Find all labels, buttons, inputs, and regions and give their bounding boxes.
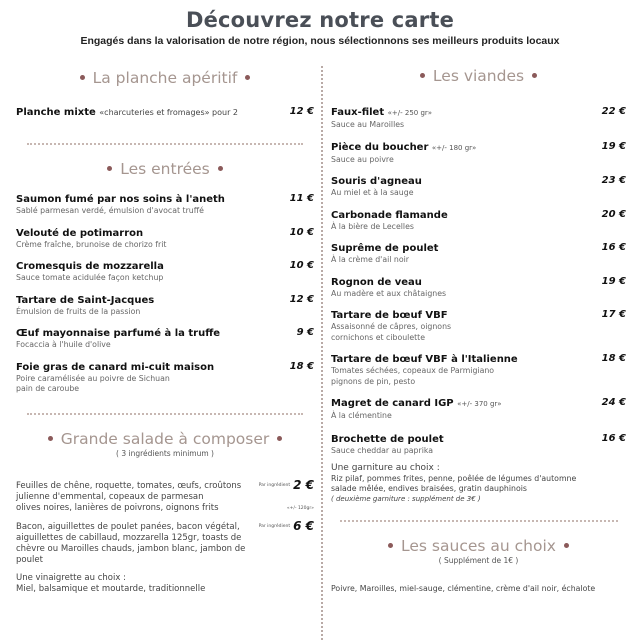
item-name: Saumon fumé par nos soins à l'aneth xyxy=(16,194,225,205)
salad-weight: «+/- 120gr» xyxy=(286,505,314,511)
bullet-icon xyxy=(532,73,537,78)
salad-price: Par ingrédient 6 € xyxy=(258,518,314,533)
item-description: Tomates séchées, copeaux de Parmigiano xyxy=(331,366,495,375)
item-name: Tartare de bœuf VBF à l'Italienne xyxy=(331,354,518,365)
section-title-viandes: Les viandes xyxy=(331,66,626,86)
vinaigrette-label: Une vinaigrette au choix : xyxy=(16,572,126,583)
page-subtitle: Engagés dans la valorisation de notre région, nous sélectionnons ses meilleurs produits locaux xyxy=(80,35,560,47)
menu-item xyxy=(331,141,626,166)
menu-item-planche-mixte xyxy=(16,106,314,119)
menu-item xyxy=(331,175,626,199)
menu-item xyxy=(16,361,314,395)
item-description: Émulsion de fruits de la passion xyxy=(16,306,141,316)
item-description: Au madère et aux châtaignes xyxy=(331,288,447,298)
item-description: Sauce cheddar au paprika xyxy=(331,445,434,455)
menu-item xyxy=(331,106,626,131)
item-price: 18 € xyxy=(601,353,626,364)
item-price: 9 € xyxy=(296,327,314,338)
item-description: Assaisonné de câpres, oignons xyxy=(331,322,452,331)
left-column xyxy=(16,64,314,595)
item-name: Magret de canard IGP xyxy=(331,398,454,409)
right-column xyxy=(331,64,626,594)
section-title-sauces: Les sauces au choix xyxy=(331,536,626,556)
item-price: 22 € xyxy=(601,106,626,117)
item-name: Suprême de poulet xyxy=(331,243,439,254)
menu-item xyxy=(16,227,314,251)
bullet-icon xyxy=(107,166,112,171)
item-price: 18 € xyxy=(289,360,314,372)
menu-item xyxy=(331,242,626,266)
salad-ingredients-group-1: Feuilles de chêne, roquette, tomates, œufs, croûtons julienne d'emmental, copeaux de parmesan olives noires, lanières de poivrons, oignons frits Par ingrédient 2 € «+/- 120gr» xyxy=(16,477,314,513)
item-name: Œuf mayonnaise parfumé à la truffe xyxy=(16,328,221,339)
page-title: Découvrez notre carte xyxy=(185,8,455,32)
garniture-block xyxy=(331,463,626,504)
bullet-icon xyxy=(420,73,425,78)
item-name: Souris d'agneau xyxy=(331,176,422,187)
salad-price: Par ingrédient 2 € xyxy=(258,477,314,492)
item-description: Sablé parmesan verdé, émulsion d'avocat truffé xyxy=(16,206,204,215)
item-price: 16 € xyxy=(601,432,626,444)
item-price: 20 € xyxy=(601,208,626,220)
vinaigrette-options: Miel, balsamique et moutarde, traditionnelle xyxy=(16,583,206,594)
menu-item xyxy=(331,209,626,233)
garniture-options-line2: salade mêlée, endives braisées, gratin dauphinois xyxy=(331,484,527,493)
item-description: Focaccia à l'huile d'olive xyxy=(16,340,111,349)
item-name: Pièce du boucher xyxy=(331,141,429,153)
bullet-icon xyxy=(80,75,85,80)
item-name: Tartare de bœuf VBF xyxy=(331,310,448,321)
item-price: 24 € xyxy=(601,397,626,408)
bullet-icon xyxy=(277,436,282,441)
item-price: 17 € xyxy=(601,309,626,320)
item-price: 16 € xyxy=(601,242,626,253)
item-name: Tartare de Saint-Jacques xyxy=(16,294,155,306)
item-name: Faux-filet xyxy=(331,107,385,118)
item-price: 12 € xyxy=(289,106,314,117)
item-description: Sauce au poivre xyxy=(331,154,394,164)
item-name: Foie gras de canard mi-cuit maison xyxy=(16,361,215,373)
item-price: 19 € xyxy=(601,140,626,152)
menu-item xyxy=(331,309,626,343)
section-title-aperitif: La planche apéritif xyxy=(16,68,314,88)
item-description: Sauce au Maroilles xyxy=(331,120,405,129)
item-description-line2: cornichons et ciboulette xyxy=(331,332,426,342)
menu-header xyxy=(0,6,640,48)
item-extra: «charcuteries et fromages» pour 2 xyxy=(99,108,239,117)
menu-item xyxy=(16,327,314,351)
item-weight: «+/- 370 gr» xyxy=(457,400,502,408)
item-description: À la crème d'ail noir xyxy=(331,255,409,264)
section-note: ( 3 ingrédients minimum ) xyxy=(116,448,214,458)
salad-ingredients-group-2: Bacon, aiguillettes de poulet panées, bacon végétal, aiguillettes de cabillaud, mozzarella 125gr, toasts de chèvre ou Maroilles chauds, jambon blanc, jambon de poulet Par ingrédient 6 € xyxy=(16,518,314,565)
section-title-entrees: Les entrées xyxy=(16,159,314,179)
item-price: 19 € xyxy=(601,275,626,287)
item-description-line2: pignons de pin, pesto xyxy=(331,376,416,386)
section-note: ( Supplément de 1€ ) xyxy=(438,556,519,565)
item-name: Carbonade flamande xyxy=(331,209,448,221)
item-price: 10 € xyxy=(289,260,314,271)
item-description: Sauce tomate acidulée façon ketchup xyxy=(16,273,164,282)
vinaigrette-block xyxy=(16,573,314,595)
sauces-list: Poivre, Maroilles, miel-sauge, clémentine, crème d'ail noir, échalote xyxy=(331,584,596,593)
bullet-icon xyxy=(564,543,569,548)
item-description-line2: pain de caroube xyxy=(16,384,80,393)
column-divider xyxy=(321,66,323,640)
bullet-icon xyxy=(48,436,53,441)
menu-item xyxy=(331,433,626,457)
item-price: 12 € xyxy=(289,293,314,305)
item-name: Velouté de potimarron xyxy=(16,227,144,239)
item-price: 10 € xyxy=(289,226,314,238)
item-name: Rognon de veau xyxy=(331,276,422,288)
garniture-label: Une garniture au choix : xyxy=(331,463,440,473)
garniture-options-line1: Riz pilaf, pommes frites, penne, poêlée de légumes d'automne xyxy=(331,474,577,483)
item-description: Poire caramélisée au poivre de Sichuan xyxy=(16,373,170,383)
garniture-note: ( deuxième garniture : supplément de 3€ ) xyxy=(331,495,481,503)
item-price: 11 € xyxy=(289,193,314,204)
menu-item xyxy=(331,397,626,422)
item-price: 23 € xyxy=(601,175,626,186)
bullet-icon xyxy=(245,75,250,80)
section-divider xyxy=(27,143,303,145)
item-description: Crème fraîche, brunoise de chorizo frit xyxy=(16,239,167,249)
section-divider xyxy=(27,413,303,415)
item-description: À la clémentine xyxy=(331,411,392,420)
menu-item xyxy=(331,353,626,387)
menu-item xyxy=(16,193,314,217)
menu-item xyxy=(331,276,626,300)
item-name: Brochette de poulet xyxy=(331,433,444,445)
item-weight: «+/- 250 gr» xyxy=(387,109,433,117)
item-name: Cromesquis de mozzarella xyxy=(16,261,164,272)
item-weight: «+/- 180 gr» xyxy=(431,143,477,152)
section-divider xyxy=(340,520,618,522)
item-description: À la bière de Lecelles xyxy=(331,221,414,231)
bullet-icon xyxy=(388,543,393,548)
section-title-salade: Grande salade à composer xyxy=(16,429,314,449)
menu-item xyxy=(16,260,314,284)
bullet-icon xyxy=(218,166,223,171)
menu-item xyxy=(16,294,314,318)
item-name: Planche mixte xyxy=(16,107,96,118)
item-description: Au miel et à la sauge xyxy=(331,188,414,197)
